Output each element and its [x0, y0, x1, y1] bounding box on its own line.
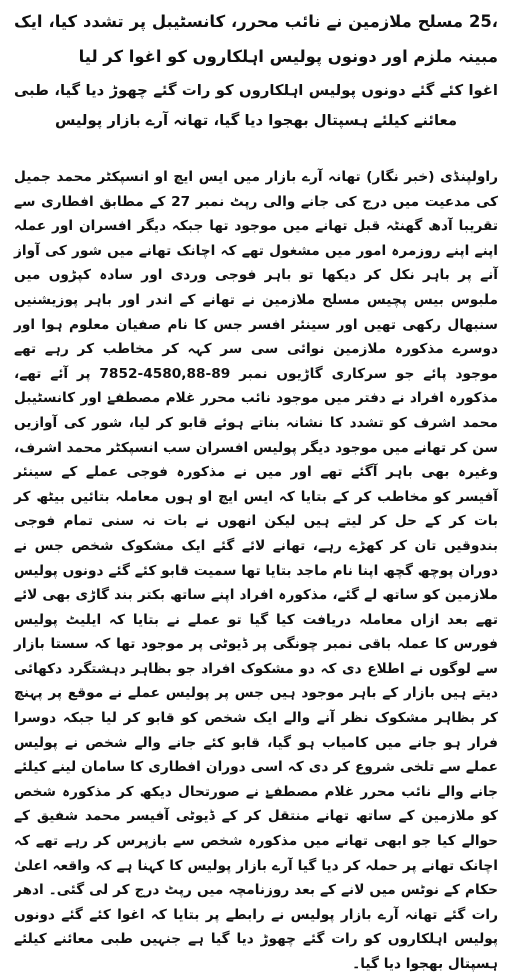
- subheadline: اغوا کئے گئے دونوں پولیس اہلکاروں کو رات گئے چھوڑ دیا گیا، طبی معائنے کیلئے ہسپتال بھجوا دیا گیا، تھانہ آرے بازار پولیس: [14, 82, 498, 129]
- headline: ،25 مسلح ملازمین نے نائب محرر، کانسٹیبل پر تشدد کیا، ایک مبینہ ملزم اور دونوں پولیس اہلکاروں کو اغوا کر لیا: [14, 12, 498, 66]
- article-body: راولپنڈی (خبر نگار) تھانہ آرے بازار میں ایس ایچ او انسپکٹر محمد جمیل کی مدعیت میں درج کی جانے والی رپٹ نمبر 27 کے مطابق افطاری سے تقریبا آدھ گھنٹہ قبل تھانے میں موجود تھا جبکہ دیگر افسران اور عملہ اپنے اپنے روزمرہ امور میں مشغول تھے کہ اچانک تھانے میں شور کی آواز آنے پر باہر نکل کر دیکھا تو باہر فوجی وردی اور سادہ کپڑوں میں ملبوس بیس پچیس مسلح ملازمین نے تھانے کے اندر اور باہر پوزیشنیں سنبھال رکھی تھیں اور سینئر افسر جس کا نام صفیان معلوم ہوا اور دوسرے مذکورہ ملازمین نوائی سی سر کہہ کر مخاطب کر رہے تھے موجود پائے جو سرکاری گاڑیوں نمبر 89-4580,88-7852 پر آئے تھے، مذکورہ افراد نے دفتر میں موجود نائب محرر غلام مصطفےٰ اور کانسٹیبل محمد اشرف کو تشدد کا نشانہ بناتے ہوئے قابو کر لیا، شور کی آوازیں سن کر تھانے میں موجود دیگر پولیس افسران سب انسپکٹر محمد اشرف، وغیرہ بھی باہر آگئے تھے اور میں نے مذکورہ فوجی عملے کے سینئر آفیسر کو مخاطب کر کے بتایا کہ ایس ایچ او ہوں معاملہ بتائیں بیٹھ کر بات کر کے حل کر لیتے ہیں لیکن انھوں نے بات نہ سنی تمام فوجی بندوقیں تان کر کھڑے رہے، تھانے لائے گئے ایک مشکوک شخص جس نے دوران پوچھ گچھ اپنا نام ماجد بتایا تھا سمیت قابو کئے گئے دونوں پولیس ملازمین کو ساتھ لے گئے، مذکورہ افراد اپنے ساتھ بکتر بند گاڑی بھی لائے تھے بعد ازاں معاملہ دریافت کیا گیا تو عملے نے بتایا کہ ایلیٹ پولیس فورس کا عملہ باقی نمبر چونگی پر ڈیوٹی پر موجود تھا کہ سستا بازار سے لوگوں نے اطلاع دی کہ دو مشکوک افراد جو بظاہر دہشتگرد دکھائی دیتے ہیں بازار کے باہر موجود ہیں جس پر پولیس عملے نے موقع پر پہنچ کر بظاہر مشکوک نظر آنے والے ایک شخص کو قابو کر لیا جبکہ دوسرا فرار ہو جانے میں کامیاب ہو گیا، قابو کئے جانے والے شخص نے پولیس عملے سے تلخی شروع کر دی کہ اسی دوران افطاری کا سامان لینے کیلئے جانے والے نائب محرر غلام مصطفےٰ نے صورتحال دیکھ کر مذکورہ شخص کو ملازمین کے ساتھ تھانے منتقل کر کے ڈیوٹی آفیسر محمد شفیق کے حوالے کیا جو ابھی تھانے میں مذکورہ شخص سے بازپرس کر رہے تھے کہ اچانک تھانے پر حملہ کر دیا گیا آرے بازار پولیس کا کہنا ہے کہ واقعہ اعلیٰ حکام کے نوٹس میں لانے کے بعد روزنامچہ میں رپٹ درج کر لی گئی۔ ادھر رات گئے تھانہ آرے بازار پولیس نے رابطے پر بتایا کہ اغوا کئے گئے دونوں پولیس اہلکاروں کو رات گئے چھوڑ دیا گیا ہے جنہیں طبی معائنے کیلئے ہسپتال بھجوا دیا گیا۔: [14, 169, 498, 972]
